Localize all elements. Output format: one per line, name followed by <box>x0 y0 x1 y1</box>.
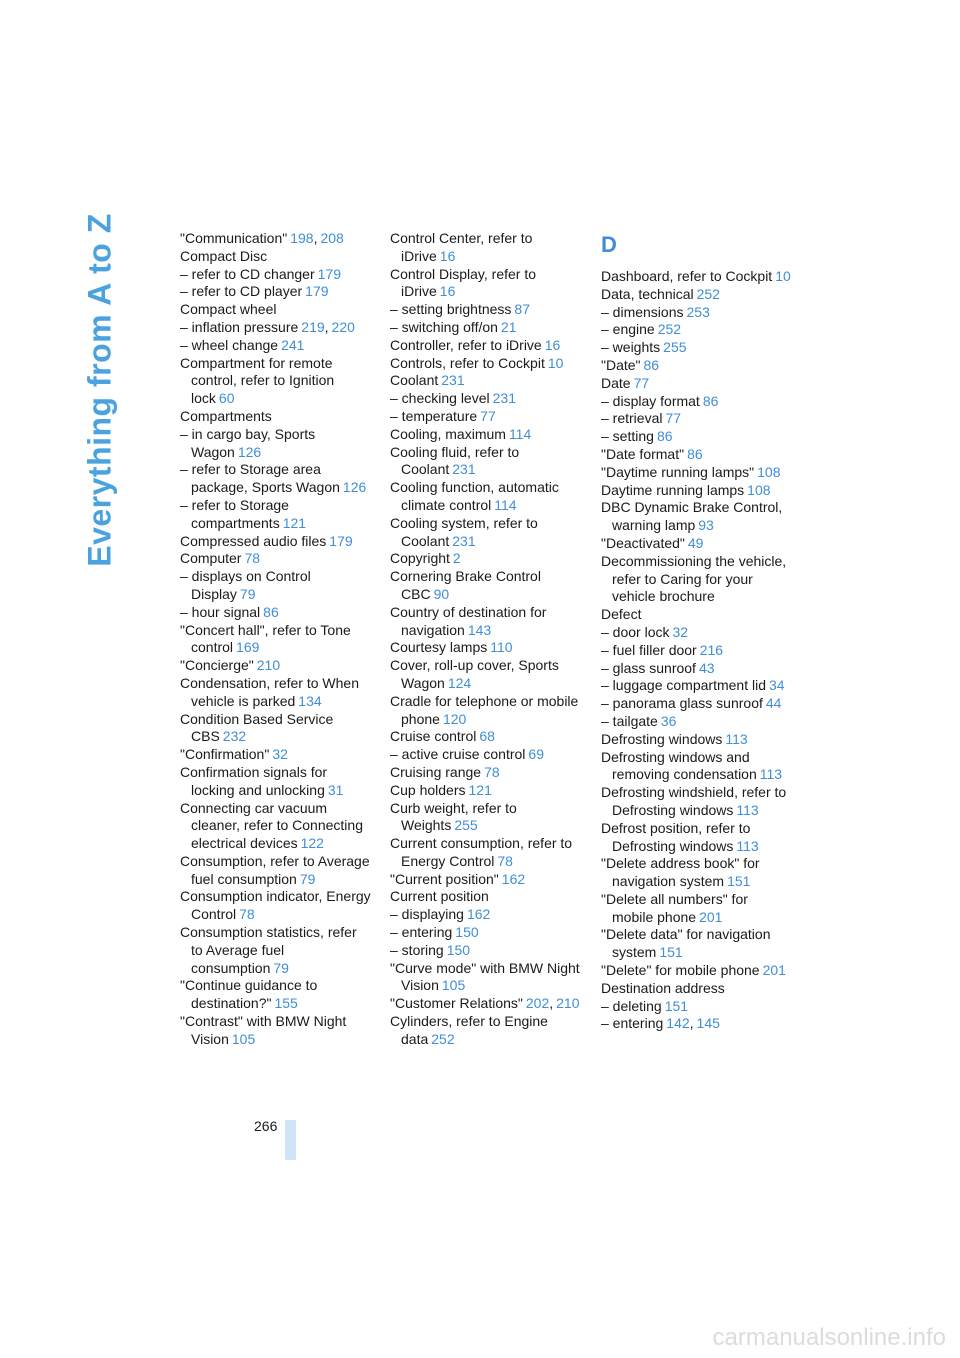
index-entry <box>390 995 582 1013</box>
page-ref-link[interactable]: 143 <box>467 621 492 638</box>
page-ref-link[interactable]: 77 <box>665 410 682 427</box>
index-term: Consumption indicator, Energy Control <box>180 888 371 923</box>
index-entry <box>180 355 372 408</box>
page-ref-link[interactable]: 255 <box>663 339 687 356</box>
index-term: – refer to CD player <box>180 283 303 300</box>
page-ref-link[interactable]: 2 <box>452 550 461 567</box>
index-term: Dashboard, refer to Cockpit <box>601 268 773 284</box>
index-entry <box>180 622 372 658</box>
page-ref-link[interactable]: 121 <box>282 514 307 531</box>
index-term: – luggage compartment lid <box>601 677 766 694</box>
index-entry <box>180 568 372 604</box>
index-term: "Delete all numbers" for mobile phone <box>601 890 748 925</box>
page-ref-link[interactable]: 69 <box>528 746 544 763</box>
page-ref-link[interactable]: 68 <box>479 728 495 745</box>
index-term: Courtesy lamps <box>390 639 488 656</box>
page-ref-link[interactable]: 151 <box>727 873 751 890</box>
index-term: "Concierge" <box>180 657 254 674</box>
page-ref-link[interactable]: 86 <box>656 428 673 445</box>
index-entry <box>601 749 793 785</box>
index-term: Cooling fluid, refer to Coolant <box>390 443 520 478</box>
index-term: – switching off/on <box>390 318 498 335</box>
index-term: "Concert hall", refer to Tone control <box>180 621 351 656</box>
index-term: Current consumption, refer to Energy Control <box>390 835 573 869</box>
index-term: – refer to CD changer <box>180 265 315 282</box>
index-term: Condition Based Service CBS <box>180 710 334 745</box>
index-term: Cruising range <box>390 763 482 780</box>
page-ref-link[interactable]: 90 <box>433 585 450 602</box>
index-term: "Contrast" with BMW Night Vision <box>180 1013 347 1047</box>
index-term: – hour signal <box>180 603 261 620</box>
page-ref-link[interactable]: 79 <box>239 585 256 602</box>
page-ref-link[interactable]: 162 <box>501 870 526 887</box>
index-term: Copyright <box>390 550 450 567</box>
index-entry <box>390 728 582 746</box>
index-entry <box>390 639 582 657</box>
index-term: Consumption statistics, refer to Average fuel consumption <box>180 924 357 976</box>
page-ref-link[interactable]: 151 <box>664 997 689 1014</box>
page-ref-link[interactable]: 10 <box>775 268 791 284</box>
index-term: Confirmation signals for locking and unlocking <box>180 763 328 798</box>
index-term: – checking level <box>390 390 490 407</box>
index-term: – glass sunroof <box>601 659 696 676</box>
page-ref-link[interactable]: 252 <box>657 321 682 338</box>
page-ref-link[interactable]: 93 <box>698 517 714 534</box>
page-ref-link[interactable]: 105 <box>231 1030 256 1047</box>
page-ref-link[interactable]: 31 <box>327 781 344 798</box>
index-entry <box>390 372 582 390</box>
page-ref-link[interactable]: 77 <box>633 374 650 391</box>
page-ref-link[interactable]: 201 <box>762 962 786 979</box>
index-entry <box>601 980 793 998</box>
index-column-1 <box>180 230 372 1049</box>
page-ref-link[interactable]: 16 <box>439 247 456 264</box>
index-entry <box>180 266 372 284</box>
side-section-title: Everything from A to Z <box>81 213 118 567</box>
index-entry <box>390 942 582 960</box>
index-term: Compartment for remote control, refer to Ignition lock <box>180 354 335 407</box>
index-term: – in cargo bay, Sports Wagon <box>180 425 316 460</box>
index-entry <box>180 657 372 675</box>
index-term: – temperature <box>390 407 478 424</box>
index-term: Cylinders, refer to Engine data <box>390 1013 548 1047</box>
index-term: Data, technical <box>601 285 694 302</box>
page-ref-link[interactable]: 110 <box>490 639 513 656</box>
index-term: "Continue guidance to destination?" <box>180 977 318 1012</box>
index-entry <box>390 301 582 319</box>
index-entry <box>390 960 582 996</box>
index-term: Defrosting windows and removing condensation <box>601 748 757 783</box>
index-term: Curb weight, refer to Weights <box>390 799 517 834</box>
page-ref-link[interactable]: 44 <box>765 695 782 712</box>
index-entry <box>180 675 372 711</box>
index-term: Country of destination for navigation <box>390 603 547 638</box>
index-entry <box>390 888 582 906</box>
index-entry <box>601 321 793 339</box>
index-entry <box>390 746 582 764</box>
index-entry <box>180 550 372 568</box>
index-term: – setting brightness <box>390 301 512 318</box>
index-column-2 <box>390 230 582 1049</box>
index-entry <box>390 924 582 942</box>
index-entry <box>601 393 793 411</box>
index-entry <box>601 891 793 927</box>
page-ref-link[interactable]: 179 <box>305 283 329 300</box>
page-ref-link[interactable]: 210 <box>256 657 281 674</box>
page-ref-link[interactable]: 201 <box>699 908 723 925</box>
page-ref-link[interactable]: 121 <box>468 781 492 798</box>
index-term: Coolant <box>390 372 439 389</box>
index-term: – weights <box>601 339 661 356</box>
index-term: Consumption, refer to Average fuel consumption <box>180 852 370 887</box>
page-ref-link[interactable]: 151 <box>659 944 683 961</box>
page-ref-link[interactable]: 86 <box>263 603 279 620</box>
index-term: – deleting <box>601 997 662 1014</box>
index-entry <box>601 1015 793 1033</box>
index-entry <box>180 746 372 764</box>
index-entry <box>180 853 372 889</box>
index-entry <box>390 604 582 640</box>
index-entry <box>180 533 372 551</box>
page-ref-link[interactable]: 108 <box>747 481 771 498</box>
index-term: "Confirmation" <box>180 746 270 763</box>
index-term: Cooling system, refer to Coolant <box>390 514 538 549</box>
page-ref-link[interactable]: 232 <box>222 728 247 745</box>
index-term: DBC Dynamic Brake Control, warning lamp <box>601 499 783 534</box>
page-ref-link[interactable]: 108 <box>757 463 781 480</box>
page-ref-link[interactable]: 60 <box>218 390 235 407</box>
page-ref-link[interactable]: 21 <box>500 318 517 335</box>
index-term: Daytime running lamps <box>601 481 745 498</box>
index-term: – active cruise control <box>390 746 526 763</box>
index-entry <box>390 1013 582 1049</box>
page-ref-link[interactable]: 134 <box>298 692 322 709</box>
page-number-bar <box>285 1120 296 1160</box>
index-term: Compact Disc <box>180 247 268 264</box>
index-entry <box>390 355 582 373</box>
page-ref-link[interactable]: 231 <box>452 532 476 549</box>
index-term: Compressed audio files <box>180 532 327 549</box>
page-ref-separator: , <box>549 995 554 1012</box>
page-ref-link[interactable]: 49 <box>687 534 704 551</box>
page-ref-link[interactable]: 150 <box>455 924 479 941</box>
index-term: Defrosting windshield, refer to Defrosting windows <box>601 784 787 818</box>
index-term: Control Display, refer to iDrive <box>390 265 537 300</box>
page-ref-link[interactable]: 220 <box>331 318 355 335</box>
index-entry <box>180 301 372 319</box>
page-ref-link[interactable]: 79 <box>299 870 316 887</box>
page-ref-link[interactable]: 79 <box>273 959 289 976</box>
page-ref-link[interactable]: 10 <box>547 354 564 371</box>
index-term: Control Center, refer to iDrive <box>390 230 533 264</box>
index-term: "Curve mode" with BMW Night Vision <box>390 959 580 994</box>
page-ref-link[interactable]: 241 <box>281 336 305 353</box>
index-term: – entering <box>390 924 453 941</box>
page-number: 266 <box>254 1118 278 1134</box>
index-entry <box>601 357 793 375</box>
page-ref-link[interactable]: 252 <box>696 285 720 302</box>
index-column-3 <box>601 230 793 1033</box>
index-entry <box>601 660 793 678</box>
index-term: "Date format" <box>601 445 685 462</box>
page-ref-link[interactable]: 198 <box>290 230 314 246</box>
index-term: – engine <box>601 321 655 338</box>
index-term: – refer to Storage compartments <box>180 496 289 531</box>
page-ref-link[interactable]: 219 <box>301 318 325 335</box>
index-term: – panorama glass sunroof <box>601 695 763 712</box>
index-term: "Communication" <box>180 230 288 246</box>
index-entry <box>390 515 582 551</box>
index-term: – dimensions <box>601 303 684 320</box>
index-entry <box>390 764 582 782</box>
index-term: Date <box>601 374 631 391</box>
index-entry <box>601 553 793 606</box>
index-term: – wheel change <box>180 336 279 353</box>
page-ref-link[interactable]: 77 <box>480 407 496 424</box>
index-term: Cooling, maximum <box>390 425 506 442</box>
index-entry <box>390 390 582 408</box>
index-term: Cooling function, automatic climate control <box>390 479 559 513</box>
index-term: "Deactivated" <box>601 534 685 551</box>
index-entry <box>180 604 372 622</box>
index-term: Compact wheel <box>180 301 277 318</box>
index-entry <box>601 926 793 962</box>
page-ref-link[interactable]: 86 <box>687 445 703 462</box>
page-ref-link[interactable]: 120 <box>442 710 467 727</box>
index-entry <box>180 283 372 301</box>
page-ref-link[interactable]: 216 <box>699 641 724 658</box>
page-ref-link[interactable]: 253 <box>686 303 710 320</box>
index-term: "Daytime running lamps" <box>601 463 755 480</box>
page-ref-link[interactable]: 78 <box>484 763 500 780</box>
page-ref-link[interactable]: 113 <box>725 730 748 747</box>
index-entry <box>390 657 582 693</box>
index-entry <box>180 800 372 853</box>
index-term: "Current position" <box>390 870 499 887</box>
page-ref-link[interactable]: 78 <box>497 852 513 869</box>
page-ref-link[interactable]: 86 <box>643 356 660 373</box>
index-term: "Delete data" for navigation system <box>601 926 771 961</box>
index-entry <box>390 550 582 568</box>
index-entry <box>180 711 372 747</box>
index-term: "Delete" for mobile phone <box>601 962 760 979</box>
index-entry <box>180 230 372 248</box>
index-term: – displays on Control Display <box>180 568 311 602</box>
index-entry <box>601 375 793 393</box>
index-term: "Customer Relations" <box>390 995 523 1012</box>
index-term: "Date" <box>601 356 641 373</box>
page-ref-link[interactable]: 145 <box>696 1015 720 1032</box>
index-entry <box>390 871 582 889</box>
index-entry <box>601 962 793 980</box>
index-entry <box>180 888 372 924</box>
page-ref-link[interactable]: 36 <box>660 712 677 729</box>
index-term: – displaying <box>390 906 464 923</box>
index-entry <box>180 977 372 1013</box>
index-entry <box>601 499 793 535</box>
index-entry <box>601 410 793 428</box>
index-term: Condensation, refer to When vehicle is parked <box>180 674 359 709</box>
index-entry <box>180 408 372 426</box>
index-entry <box>601 535 793 553</box>
index-term: Defect <box>601 606 642 623</box>
index-term: – inflation pressure <box>180 318 299 335</box>
index-entry <box>390 426 582 444</box>
index-entry <box>601 820 793 856</box>
index-entry <box>601 677 793 695</box>
page-ref-link[interactable]: 114 <box>508 425 532 442</box>
index-term: Cruise control <box>390 728 477 745</box>
index-entry <box>601 713 793 731</box>
page-ref-link[interactable]: 231 <box>492 390 516 407</box>
page-ref-link[interactable]: 105 <box>441 977 466 994</box>
index-entry <box>390 800 582 836</box>
page-ref-link[interactable]: 252 <box>431 1030 455 1047</box>
index-entry <box>601 304 793 322</box>
page-ref-link[interactable]: 34 <box>769 677 785 694</box>
page-ref-link[interactable]: 179 <box>329 532 353 549</box>
page-ref-link[interactable]: 113 <box>759 766 783 783</box>
index-entry <box>390 693 582 729</box>
watermark: carmanualsonline.info <box>712 1324 946 1351</box>
index-term: – refer to Storage area package, Sports Wagon <box>180 461 340 496</box>
page-ref-link[interactable]: 155 <box>274 995 298 1012</box>
index-term: Cornering Brake Control CBC <box>390 568 541 602</box>
index-entry <box>180 248 372 266</box>
index-term: – entering <box>601 1015 664 1032</box>
page-ref-link[interactable]: 78 <box>239 906 255 923</box>
page-ref-link[interactable]: 231 <box>441 372 465 389</box>
page-ref-link[interactable]: 87 <box>514 301 530 318</box>
index-term: Defrosting windows <box>601 730 723 747</box>
index-entry <box>601 606 793 624</box>
page-ref-link[interactable]: 32 <box>272 746 288 763</box>
index-entry <box>180 497 372 533</box>
index-entry <box>180 319 372 337</box>
page-ref-link[interactable]: 150 <box>446 941 471 958</box>
index-entry <box>601 695 793 713</box>
index-term: Destination address <box>601 979 725 996</box>
index-entry <box>390 568 582 604</box>
page-ref-link[interactable]: 169 <box>236 639 260 656</box>
page-ref-link[interactable]: 142 <box>666 1015 690 1032</box>
index-entry <box>390 906 582 924</box>
page-ref-link[interactable]: 202 <box>525 995 550 1012</box>
index-entry <box>390 319 582 337</box>
index-entry <box>601 268 793 286</box>
index-entry <box>180 461 372 497</box>
index-entry <box>601 624 793 642</box>
index-entry <box>601 731 793 749</box>
index-entry <box>601 446 793 464</box>
index-entry <box>601 642 793 660</box>
index-term: Current position <box>390 888 489 905</box>
page-ref-separator: , <box>689 1015 694 1032</box>
index-term: Decommissioning the vehicle, refer to Caring for your vehicle brochure <box>601 552 787 605</box>
index-entry <box>390 479 582 515</box>
page-ref-link[interactable]: 16 <box>544 336 561 353</box>
page-ref-link[interactable]: 162 <box>466 906 491 923</box>
index-entry <box>180 337 372 355</box>
index-entry <box>601 464 793 482</box>
page-ref-link[interactable]: 126 <box>342 479 367 496</box>
index-term: – door lock <box>601 623 670 640</box>
section-letter-heading: D <box>601 232 617 257</box>
index-entry <box>601 998 793 1016</box>
page-ref-link[interactable]: 16 <box>439 283 456 300</box>
index-term: "Delete address book" for navigation system <box>601 855 760 890</box>
index-entry <box>180 924 372 977</box>
page-ref-link[interactable]: 113 <box>736 837 759 854</box>
index-term: Cup holders <box>390 781 466 798</box>
index-term: Connecting car vacuum cleaner, refer to Connecting electrical devices <box>180 799 363 852</box>
index-entry <box>601 855 793 891</box>
page-ref-link[interactable]: 124 <box>447 674 472 691</box>
index-term: Cradle for telephone or mobile phone <box>390 692 579 727</box>
page-ref-link[interactable]: 114 <box>494 496 517 513</box>
index-term: Computer <box>180 550 242 567</box>
page-ref-link[interactable]: 78 <box>244 550 261 567</box>
index-entry <box>601 784 793 820</box>
index-entry <box>601 482 793 500</box>
index-entry <box>601 286 793 304</box>
page-ref-link[interactable]: 122 <box>300 835 324 852</box>
index-term: – storing <box>390 941 444 958</box>
index-entry <box>180 1013 372 1049</box>
index-term: Defrost position, refer to Defrosting windows <box>601 819 751 854</box>
index-entry <box>390 408 582 426</box>
page-ref-link[interactable]: 231 <box>452 461 476 478</box>
page-ref-link[interactable]: 113 <box>736 801 759 818</box>
index-entry <box>390 444 582 480</box>
page-ref-link[interactable]: 86 <box>702 392 719 409</box>
index-term: – fuel filler door <box>601 641 697 658</box>
page-ref-link[interactable]: 255 <box>454 817 478 834</box>
page-ref-link[interactable]: 43 <box>698 659 715 676</box>
index-term: – display format <box>601 392 700 409</box>
page-ref-link[interactable]: 208 <box>320 230 344 246</box>
page-ref-link[interactable]: 210 <box>556 995 580 1012</box>
index-entry <box>390 337 582 355</box>
index-term: Cover, roll-up cover, Sports Wagon <box>390 657 559 691</box>
index-term: Controller, refer to iDrive <box>390 336 542 353</box>
index-entry <box>390 230 582 266</box>
index-term: – retrieval <box>601 410 663 427</box>
index-entry <box>390 782 582 800</box>
index-term: – tailgate <box>601 712 658 729</box>
index-entry <box>180 764 372 800</box>
index-entry <box>601 339 793 357</box>
page-ref-separator: , <box>313 230 318 246</box>
page-ref-separator: , <box>324 318 329 335</box>
page-ref-link[interactable]: 179 <box>317 265 341 282</box>
page-ref-link[interactable]: 126 <box>237 443 262 460</box>
index-term: – setting <box>601 428 654 445</box>
index-entry <box>601 428 793 446</box>
index-entry <box>390 266 582 302</box>
index-entry <box>390 835 582 871</box>
index-entry <box>180 426 372 462</box>
index-term: Controls, refer to Cockpit <box>390 354 545 371</box>
page-ref-link[interactable]: 32 <box>672 623 689 640</box>
index-term: Compartments <box>180 407 272 424</box>
